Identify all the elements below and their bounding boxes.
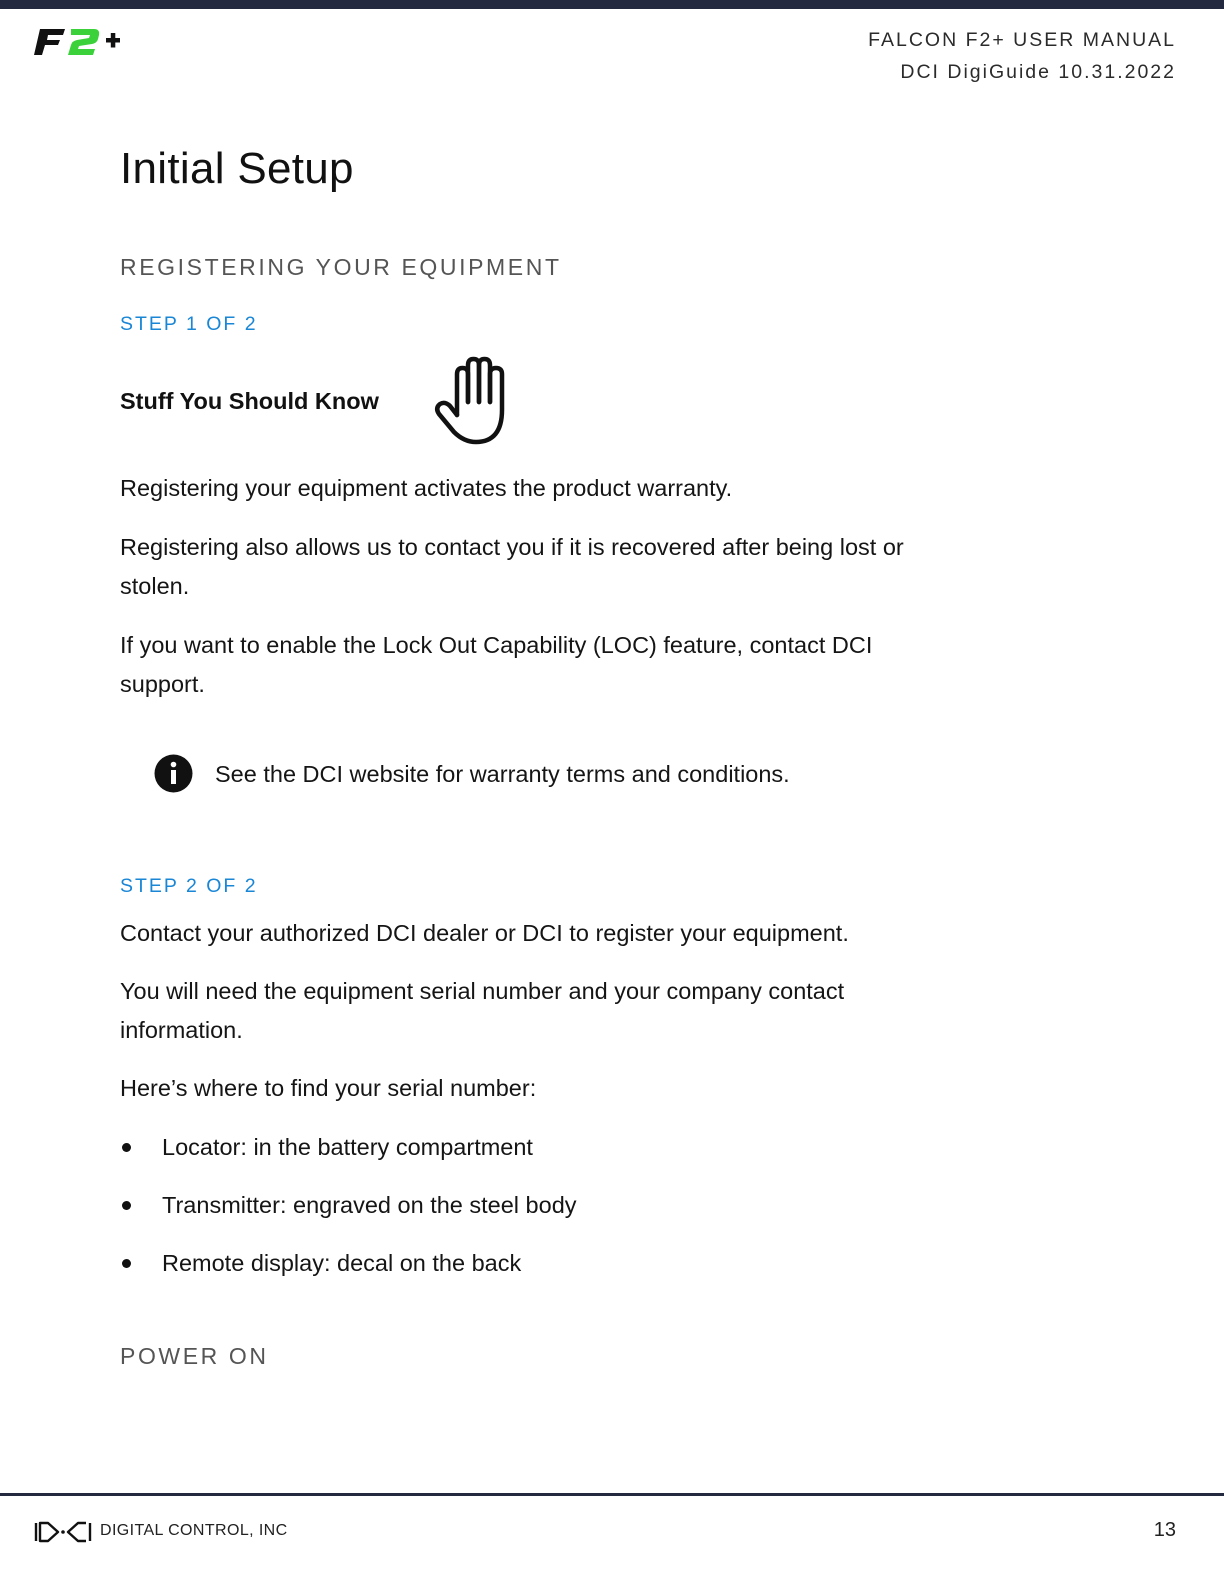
paragraph-contact-dealer: Contact your authorized DCI dealer or DCI to register your equipment. bbox=[120, 920, 849, 946]
list-item-text: Transmitter: engraved on the steel body bbox=[162, 1192, 577, 1218]
list-item bbox=[120, 1243, 577, 1301]
paragraph-recovery: Registering also allows us to contact you if it is recovered after being lost or stolen. bbox=[120, 534, 904, 599]
footer-divider bbox=[0, 1493, 1224, 1496]
page-title: Initial Setup bbox=[120, 144, 354, 193]
hand-stop-icon bbox=[430, 352, 522, 448]
list-item-text: Remote display: decal on the back bbox=[162, 1250, 522, 1276]
step-2-label: STEP 2 OF 2 bbox=[120, 875, 258, 897]
page-number: 13 bbox=[1153, 1519, 1176, 1541]
document-header bbox=[868, 24, 1176, 88]
guide-version: DCI DigiGuide 10.31.2022 bbox=[900, 61, 1176, 83]
bullet-dot bbox=[122, 1201, 131, 1210]
footer-company: DIGITAL CONTROL, INC bbox=[100, 1522, 288, 1539]
bullet-dot bbox=[122, 1259, 131, 1268]
list-item-text: Locator: in the battery compartment bbox=[162, 1134, 533, 1160]
paragraph-serial-needed: You will need the equipment serial number and your company contact information. bbox=[120, 978, 845, 1043]
top-bar bbox=[0, 0, 1224, 9]
list-item bbox=[120, 1127, 577, 1185]
paragraph-serial-where: Here’s where to find your serial number: bbox=[120, 1075, 537, 1101]
f2-plus-logo bbox=[34, 24, 126, 60]
power-on-heading: POWER ON bbox=[120, 1343, 269, 1369]
step-1-label: STEP 1 OF 2 bbox=[120, 313, 258, 335]
list-item bbox=[120, 1185, 577, 1243]
manual-title: FALCON F2+ USER MANUAL bbox=[868, 29, 1176, 51]
warranty-note: See the DCI website for warranty terms and conditions. bbox=[215, 761, 790, 787]
registering-heading: REGISTERING YOUR EQUIPMENT bbox=[120, 254, 562, 280]
info-icon bbox=[154, 754, 193, 793]
bullet-dot bbox=[122, 1143, 131, 1152]
dci-logo bbox=[34, 1521, 92, 1543]
serial-number-list bbox=[120, 1127, 577, 1301]
paragraph-loc: If you want to enable the Lock Out Capability (LOC) feature, contact DCI support. bbox=[120, 632, 873, 697]
paragraph-warranty: Registering your equipment activates the product warranty. bbox=[120, 475, 733, 501]
stuff-you-should-know-heading: Stuff You Should Know bbox=[120, 388, 379, 414]
